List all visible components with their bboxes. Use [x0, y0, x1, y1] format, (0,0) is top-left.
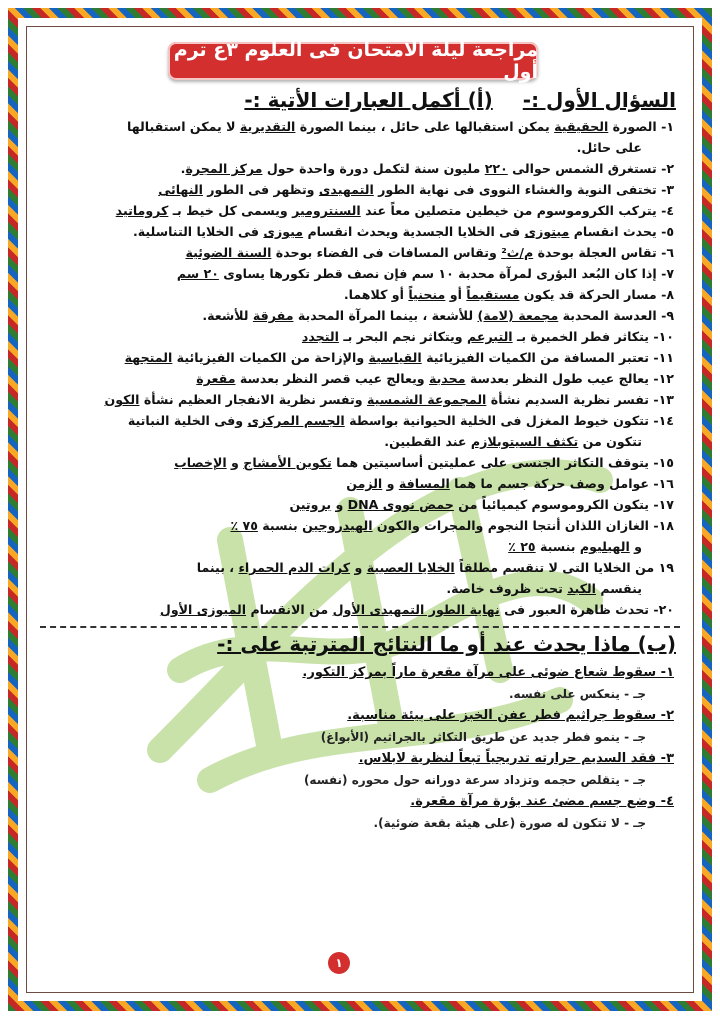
fill-blank-item: [40, 368, 680, 389]
answer-text: مستقيماً: [466, 287, 520, 302]
answer-text: السنترومير: [292, 203, 361, 218]
statement-text: والإزاحة من الكميات الفيزيائية: [172, 350, 369, 365]
partb-question: ٢- سقوط جراثيم فطر عفن الخبز على بيئة مناسبة.: [347, 708, 674, 723]
answer-text: الهيليوم: [579, 539, 630, 554]
statement-text: ١٠- يتكاثر فطر الخميرة بـ: [512, 329, 674, 344]
fill-blank-item: [40, 389, 680, 410]
partb-list: [40, 662, 680, 834]
answer-text: نهاية الطور التمهيدى الأول: [332, 602, 500, 617]
statement-text: ويتكاثر نجم البحر بـ: [338, 329, 467, 344]
statement-text: بنسبة: [535, 539, 580, 554]
page-number-badge: ١: [328, 952, 350, 974]
statement-text: .: [180, 161, 186, 176]
statement-text: ويعالج عيب قصر النظر بعدسة: [235, 371, 430, 386]
answer-text: الحقيقية: [554, 119, 609, 134]
statement-text: و: [331, 497, 348, 512]
fill-blank-item: [40, 347, 680, 368]
statement-text: تتكون من: [578, 434, 642, 449]
statement-text: ١- الصورة: [608, 119, 674, 134]
fill-blank-item: [40, 326, 680, 347]
fill-blank-item: [40, 410, 680, 431]
answer-text: كروماتيد: [115, 203, 169, 218]
statement-text: ٢٠- تحدث ظاهرة العبور فى: [499, 602, 674, 617]
answer-text: ٢٢٠: [484, 161, 508, 176]
answer-text: المجموعة الشمسية: [366, 392, 487, 407]
statement-text: ٥- يحدث انقسام: [569, 224, 674, 239]
answer-text: التبرعم: [466, 329, 513, 344]
answer-text: مركز المجرة: [185, 161, 263, 176]
fill-blank-item: [40, 158, 680, 179]
answer-text: التمهيدى: [318, 182, 374, 197]
statement-text: ١٦- عوامل وصف حركة جسم ما هما: [449, 476, 674, 491]
fill-blank-item: [40, 599, 680, 620]
answer-text: الجسم المركزى: [247, 413, 345, 428]
question1-title: (أ) أكمل العبارات الأتية :-: [244, 88, 493, 112]
fill-blank-item: [40, 431, 680, 452]
statement-text: و: [350, 560, 367, 575]
answer-text: التجدد: [301, 329, 339, 344]
partb-answer: جـ - ينعكس على نفسه.: [509, 687, 646, 701]
answer-text: محدبة: [429, 371, 466, 386]
fill-blank-item: [40, 452, 680, 473]
statement-text: ينقسم: [595, 581, 642, 596]
answer-text: الإخصاب: [174, 455, 227, 470]
fill-blank-item: [40, 557, 680, 578]
statement-text: بنسبة: [257, 518, 303, 533]
answer-text: م/ث²: [501, 245, 534, 260]
statement-text: ٤- يتركب الكروموسوم من خيطين متصلين معاً عند: [360, 203, 674, 218]
answer-text: ٢٥ ٪: [508, 539, 536, 554]
fill-blank-item: [40, 263, 680, 284]
fill-blank-item: [40, 137, 680, 158]
statement-text: يمكن استقبالها على حائل ، بينما الصورة: [295, 119, 555, 134]
partb-title: (ب) ماذا يحدث عند أو ما النتائج المترتبة على :-: [217, 632, 676, 656]
answer-text: القياسية: [368, 350, 422, 365]
question1-label: السؤال الأول :-: [522, 88, 676, 112]
answer-text: الهيدروجين: [302, 518, 373, 533]
statement-text: أو كلاهما.: [343, 287, 409, 302]
statement-text: ويسمى كل خيط بـ: [168, 203, 293, 218]
partb-answer: جـ - ينمو فطر جديد عن طريق التكاثر بالجراثيم (الأبواغ): [320, 730, 646, 744]
statement-text: لا يمكن استقبالها: [127, 119, 240, 134]
answer-text: كرات الدم الحمراء: [238, 560, 351, 575]
answer-text: النهائى: [158, 182, 203, 197]
partb-question: ١- سقوط شعاع ضوئى على مرآة مقعرة ماراً بمركز التكور.: [302, 665, 674, 680]
fill-blank-item: [40, 242, 680, 263]
statement-text: للأشعة.: [202, 308, 253, 323]
answer-text: تكوين الأمشاج: [243, 455, 332, 470]
answer-text: ميوزى: [263, 224, 304, 239]
statement-text: ١٢- يعالج عيب طول النظر بعدسة: [465, 371, 674, 386]
fill-blank-item: [40, 116, 680, 137]
partb-answer: جـ - يتقلص حجمه وتزداد سرعة دورانه حول محوره (نفسه): [303, 773, 646, 787]
fill-blank-item: [40, 515, 680, 536]
statement-text: وتظهر فى الطور: [202, 182, 319, 197]
answer-text: بروتين: [289, 497, 332, 512]
statement-text: ١٥- يتوقف التكاثر الجنسى على عمليتين أساسيتين هما: [331, 455, 674, 470]
section-divider: [40, 626, 680, 628]
question1-list: [40, 116, 680, 620]
statement-text: عند القطبين.: [384, 434, 471, 449]
statement-text: أو: [445, 287, 467, 302]
partb-answer: جـ - لا تتكون له صورة (على هيئة بقعة ضوئية).: [373, 816, 646, 830]
statement-text: ٢- تستغرق الشمس حوالى: [507, 161, 674, 176]
answer-text: ميتوزى: [524, 224, 570, 239]
fill-blank-item: [40, 179, 680, 200]
answer-text: الخلايا العصبية: [366, 560, 455, 575]
statement-text: و: [629, 539, 642, 554]
statement-text: و: [226, 455, 244, 470]
answer-text: الكون: [104, 392, 140, 407]
statement-text: ٧- إذا كان البُعد البؤرى لمرآة محدبة ١٠ سم فإن نصف قطر تكورها يساوى: [218, 266, 674, 281]
answer-text: الزمن: [346, 476, 383, 491]
fill-blank-item: [40, 305, 680, 326]
answer-text: المتجهة: [124, 350, 173, 365]
answer-text: التقديرية: [239, 119, 296, 134]
statement-text: فى الخلايا التناسلية.: [132, 224, 264, 239]
statement-text: ١٨- الغازان اللذان أنتجا النجوم والمجرات والكون: [372, 518, 674, 533]
answer-text: ٢٠ سم: [176, 266, 219, 281]
partb-question: ٣- فقد السديم حرارته تدريجياً تبعاً لنظرية لابلاس.: [358, 751, 674, 766]
statement-text: ١٧- يتكون الكروموسوم كيميائياً من: [453, 497, 674, 512]
statement-text: تحت ظروف خاصة.: [446, 581, 568, 596]
fill-blank-item: [40, 200, 680, 221]
answer-text: الكبد: [567, 581, 596, 596]
statement-text: ٦- تقاس العجلة بوحدة: [533, 245, 674, 260]
statement-text: للأشعة ، بينما المرآة المحدبة: [293, 308, 478, 323]
answer-text: السنة الضوئية: [185, 245, 272, 260]
answer-text: ٧٥ ٪: [230, 518, 258, 533]
statement-text: من الانقسام: [246, 602, 333, 617]
statement-text: وفى الخلية النباتية: [127, 413, 248, 428]
fill-blank-item: [40, 578, 680, 599]
fill-blank-item: [40, 284, 680, 305]
answer-text: المسافة: [398, 476, 450, 491]
statement-text: ٨- مسار الحركة قد يكون: [519, 287, 674, 302]
answer-text: منحنياً: [408, 287, 446, 302]
fill-blank-item: [40, 494, 680, 515]
statement-text: وتقاس المسافات فى الفضاء بوحدة: [271, 245, 502, 260]
statement-text: و: [382, 476, 399, 491]
partb-question: ٤- وضع جسم مضئ عند بؤرة مرآة مقعرة.: [410, 794, 674, 809]
fill-blank-item: [40, 221, 680, 242]
fill-blank-item: [40, 536, 680, 557]
worksheet-content: [40, 86, 680, 834]
answer-text: تكثف السيتوبلازم: [470, 434, 579, 449]
statement-text: ١٣- تفسر نظرية السديم نشأة: [486, 392, 674, 407]
statement-text: وتفسر نظرية الانفجار العظيم نشأة: [139, 392, 367, 407]
question1-header: [44, 88, 676, 112]
statement-text: ١٩ من الخلايا التى لا تنقسم مطلقاً: [454, 560, 674, 575]
fill-blank-item: [40, 473, 680, 494]
statement-text: على حائل.: [576, 140, 642, 155]
statement-text: ٩- العدسة المحدبة: [558, 308, 674, 323]
page-title-banner: مراجعة ليلة الامتحان فى العلوم ٣ع ترم أول: [168, 42, 538, 80]
statement-text: ٣- تختفى النوية والغشاء النووى فى نهاية الطور: [373, 182, 674, 197]
statement-text: ١٤- تتكون خيوط المغزل فى الخلية الحيوانية بواسطة: [344, 413, 674, 428]
answer-text: الميوزى الأول: [159, 602, 247, 617]
statement-text: ، بينما: [196, 560, 239, 575]
answer-text: مجمعة (لامة): [477, 308, 559, 323]
statement-text: ١١- تعتبر المسافة من الكميات الفيزيائية: [421, 350, 674, 365]
answer-text: حمض نووى DNA: [347, 497, 454, 512]
statement-text: فى الخلايا الجسدية ويحدث انقسام: [303, 224, 525, 239]
statement-text: مليون سنة لتكمل دورة واحدة حول: [262, 161, 485, 176]
answer-text: مقعرة: [196, 371, 236, 386]
answer-text: مفرقة: [252, 308, 294, 323]
